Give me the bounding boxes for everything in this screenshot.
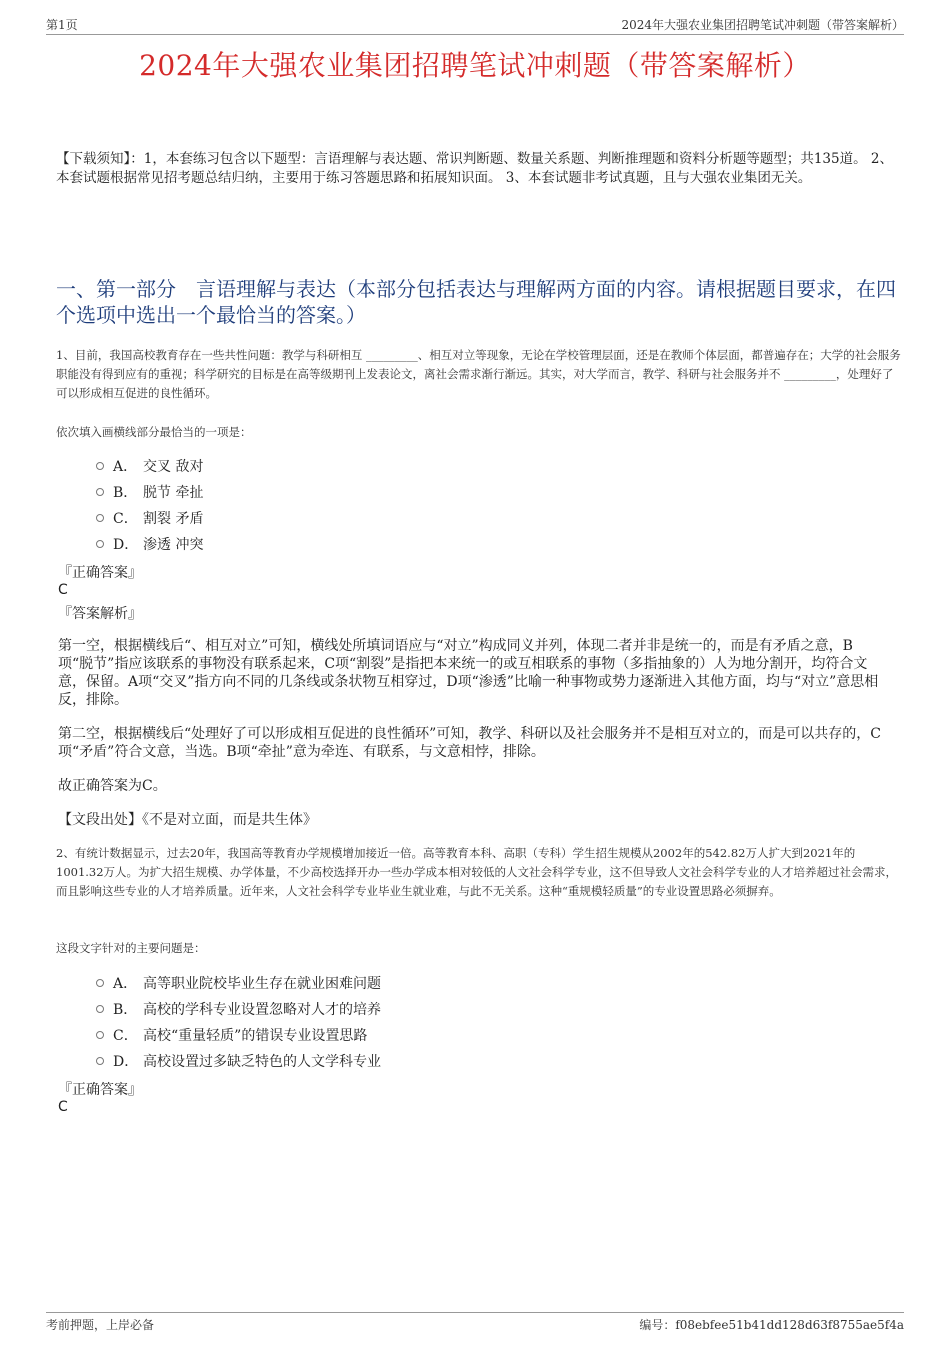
q1-answer: C: [58, 582, 68, 598]
radio-icon[interactable]: [96, 979, 104, 987]
radio-icon[interactable]: [96, 488, 104, 496]
q1-answer-label: 『正确答案』: [58, 565, 142, 581]
question-2-instruction: 这段文字针对的主要问题是：: [56, 941, 206, 955]
q2-answer-label: 『正确答案』: [58, 1082, 142, 1098]
radio-icon[interactable]: [96, 540, 104, 548]
q1-analysis-conclusion: 故正确答案为C。: [58, 778, 167, 794]
header-doc-title: 2024年大强农业集团招聘笔试冲刺题（带答案解析）: [621, 18, 904, 32]
q2-answer: C: [58, 1099, 68, 1115]
q1-option-c[interactable]: C． 割裂 矛盾: [96, 505, 203, 531]
page-header: [46, 14, 904, 35]
page-number: 第1页: [46, 18, 78, 32]
q1-analysis-paragraph: 第一空，根据横线后“、相互对立”可知，横线处所填词语应与“对立”构成同义并列，体现二者并非是统一的，而是有矛盾之意，B项“脱节”指应该联系的事物没有联系起来，C项“割裂”是指把本来统一的或互相联系的事物（多指抽象的）人为地分割开，均符合文意，保留。A项“交叉”指方向不同的几条线或条状物互相穿过，D项“渗透”比喻一种事物或势力逐渐进入其他方面，均与“对立”意思相反，排除。: [58, 638, 879, 708]
question-2-stem: 2、有统计数据显示，过去20年，我国高等教育办学规模增加接近一倍。高等教育本科、高职（专科）学生招生规模从2002年的542.82万人扩大到2021年的1001.32万人。为扩大招生规模、办学体量，不少高校选择开办一些办学成本相对较低的人文社会科学专业，这不但导致人文社会科学专业的人才培养超过社会需求，而且影响这些专业的人才培养质量。近年来，人文社会科学专业毕业生就业难，与此不无关系。这种“重规模轻质量”的专业设置思路必须摒弃。: [56, 846, 898, 898]
question-1-instruction: 依次填入画横线部分最恰当的一项是：: [56, 425, 252, 439]
document-title: 2024年大强农业集团招聘笔试冲刺题（带答案解析）: [139, 49, 811, 82]
radio-icon[interactable]: [96, 1057, 104, 1065]
q1-option-a[interactable]: A． 交叉 敌对: [96, 453, 203, 479]
q2-option-a[interactable]: A． 高等职业院校毕业生存在就业困难问题: [96, 970, 381, 996]
q1-option-b[interactable]: B． 脱节 牵扯: [96, 479, 203, 505]
download-notice: 【下载须知】：1，本套练习包含以下题型：言语理解与表达题、常识判断题、数量关系题、判断推理题和资料分析题等题型；共135道。 2、本套试题根据常见招考题总结归纳，主要用于练习答题思路和拓展知识面。 3、本套试题非考试真题，且与大强农业集团无关。: [56, 151, 893, 186]
q2-option-d[interactable]: D． 高校设置过多缺乏特色的人文学科专业: [96, 1048, 381, 1074]
footer-code: 编号：f08ebfee51b41dd128d63f8755ae5f4a: [639, 1318, 904, 1332]
radio-icon[interactable]: [96, 462, 104, 470]
radio-icon[interactable]: [96, 1005, 104, 1013]
question-2-options: [96, 970, 381, 1074]
radio-icon[interactable]: [96, 1031, 104, 1039]
radio-icon[interactable]: [96, 514, 104, 522]
q1-option-d[interactable]: D． 渗透 冲突: [96, 531, 203, 557]
q1-analysis-paragraph: 第二空，根据横线后“处理好了可以形成相互促进的良性循环”可知，教学、科研以及社会服务并不是相互对立的，而是可以共存的，C项“矛盾”符合文意，当选。B项“牵扯”意为牵连、有联系，与文意相悖，排除。: [58, 726, 882, 760]
q2-option-b[interactable]: B． 高校的学科专业设置忽略对人才的培养: [96, 996, 381, 1022]
q1-analysis-label: 『答案解析』: [58, 606, 142, 622]
section-title: 一、第一部分 言语理解与表达（本部分包括表达与理解两方面的内容。请根据题目要求，在四个选项中选出一个最恰当的答案。）: [56, 277, 896, 327]
q2-option-c[interactable]: C． 高校“重量轻质”的错误专业设置思路: [96, 1022, 381, 1048]
question-1-options: [96, 453, 203, 557]
q1-source: 【文段出处】《不是对立面，而是共生体》: [58, 812, 317, 828]
question-1-stem: 1、目前，我国高校教育存在一些共性问题：教学与科研相互 _________、相互对立等现象，无论在学校管理层面，还是在教师个体层面，都普遍存在；大学的社会服务职能没有得到应有的重视；科学研究的目标是在高等级期刊上发表论文，离社会需求渐行渐远。其实，对大学而言，教学、科研与社会服务并不 _________，处理好了可以形成相互促进的良性循环。: [56, 348, 901, 400]
footer-slogan: 考前押题，上岸必备: [46, 1318, 155, 1332]
page-footer: [46, 1312, 904, 1333]
